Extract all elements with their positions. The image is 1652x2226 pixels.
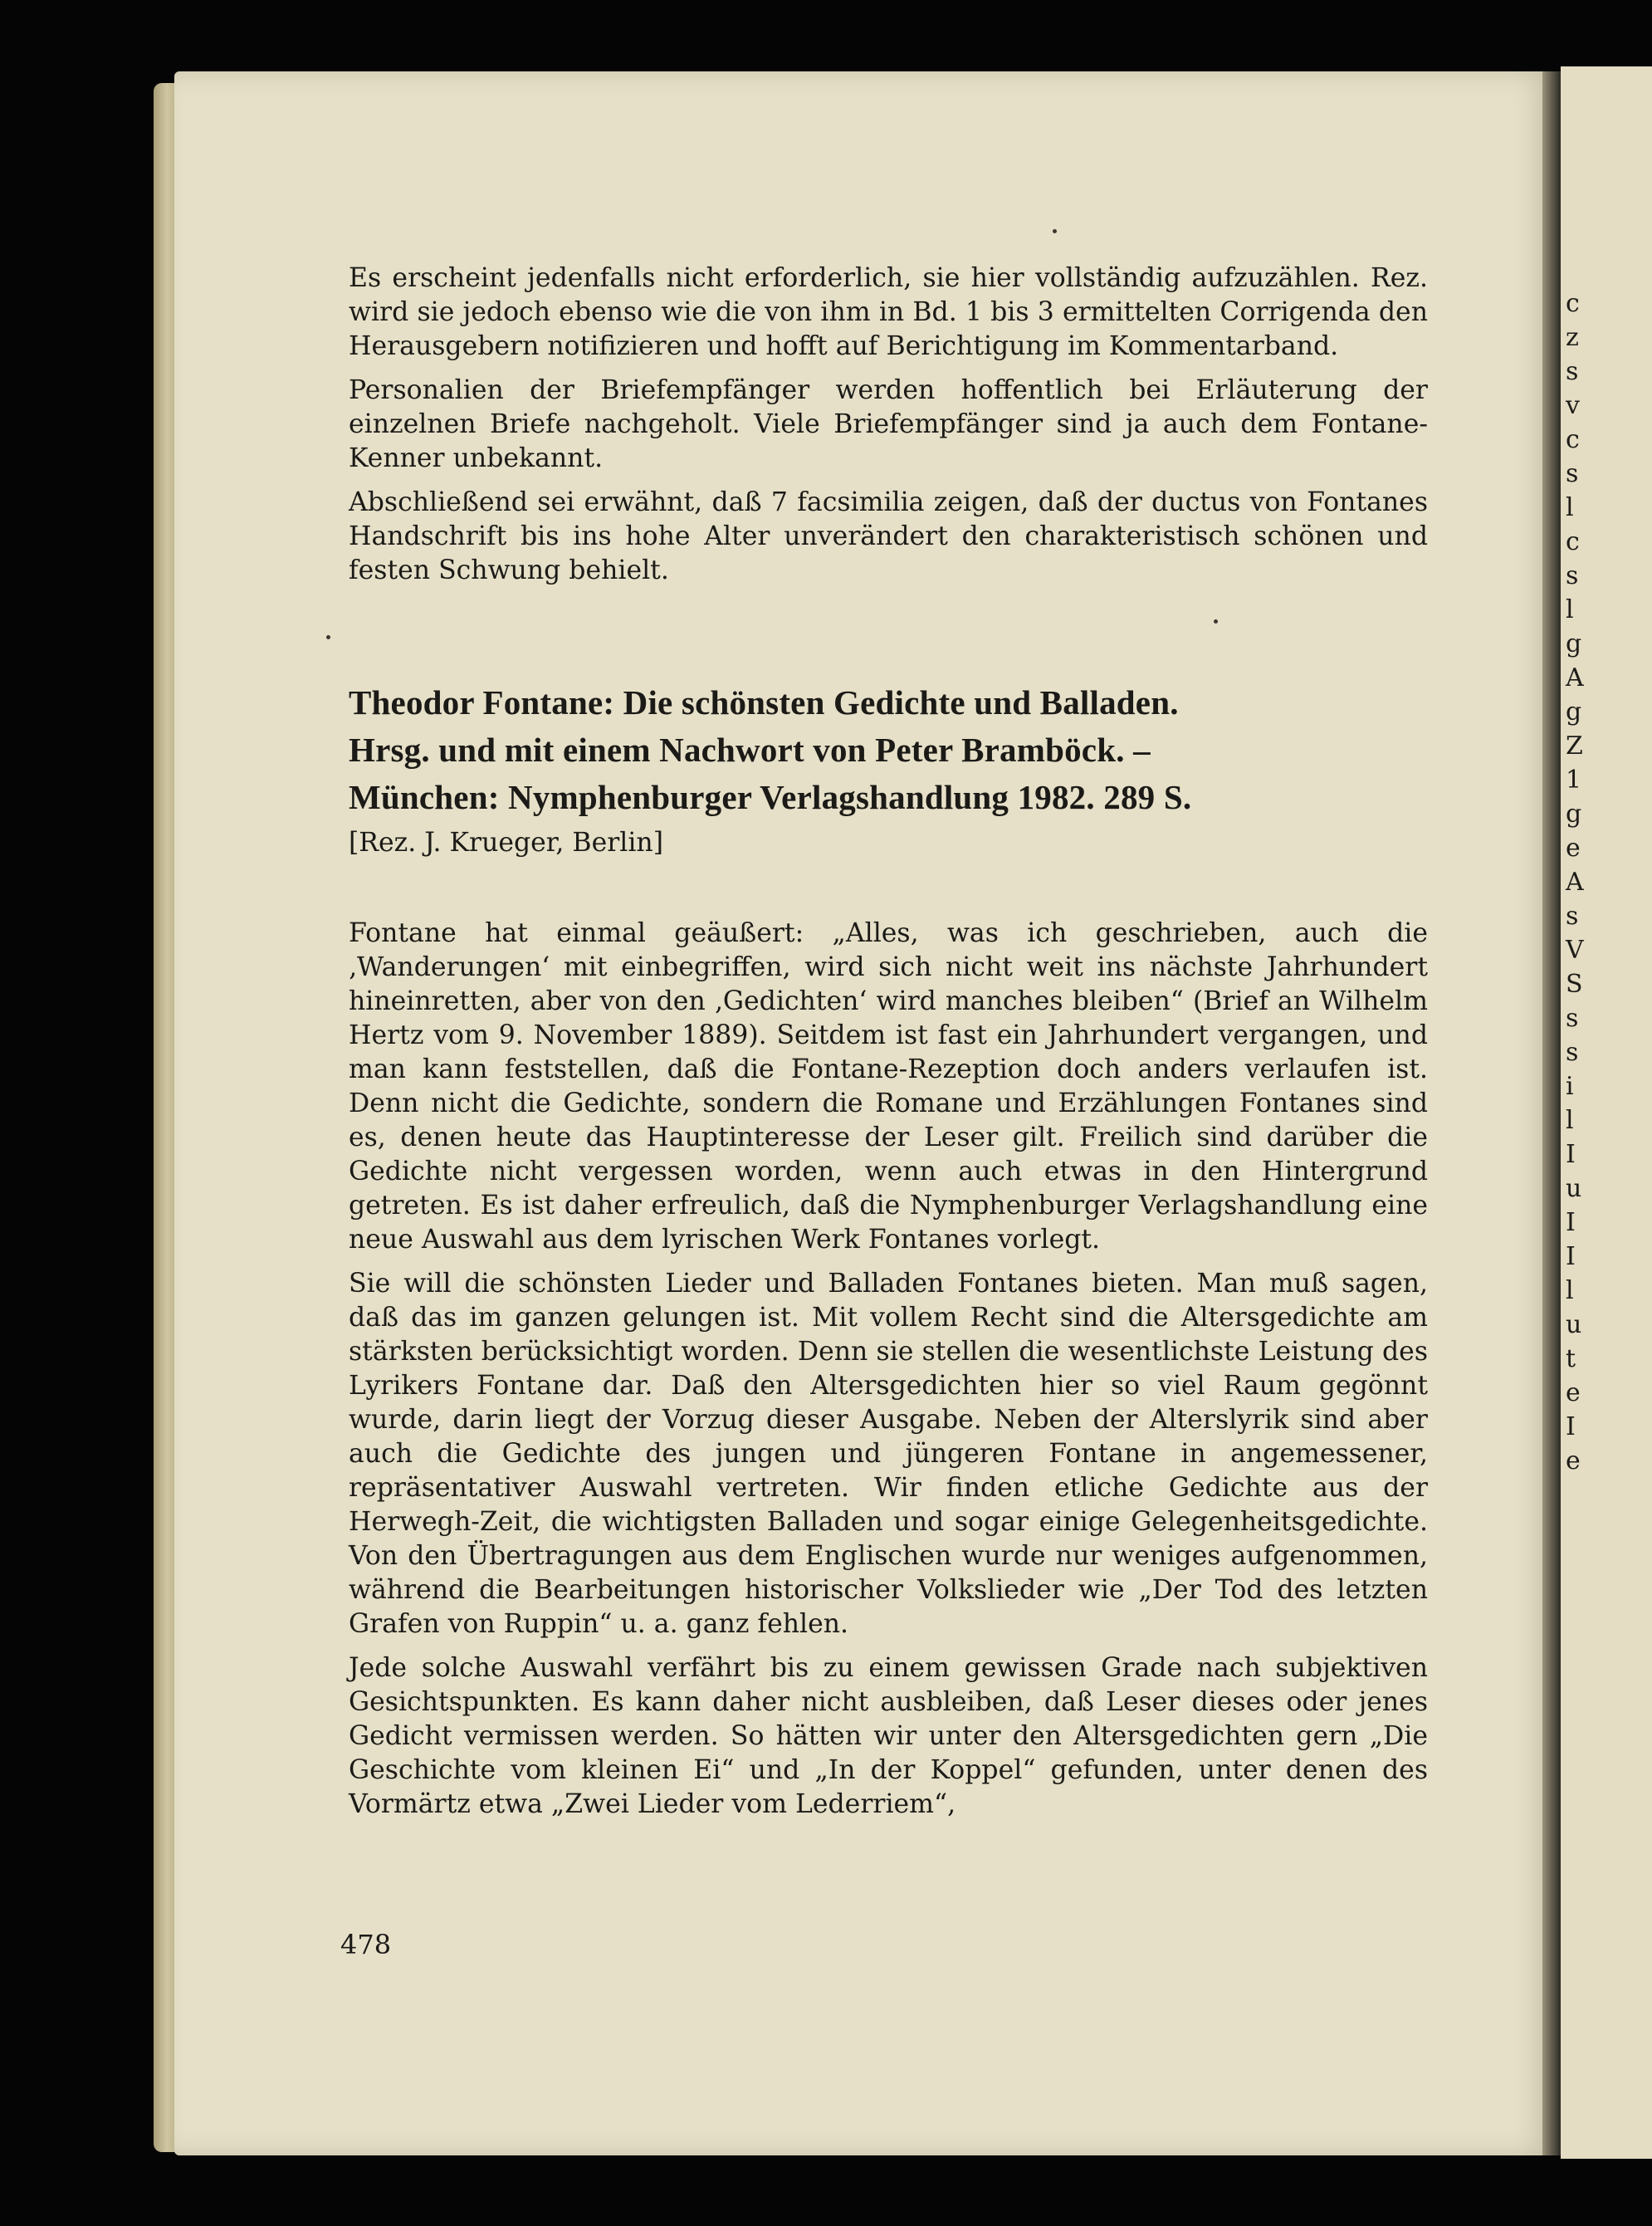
facing-page-letter: l [1566, 1276, 1574, 1305]
facing-page-letter: c [1566, 425, 1580, 454]
intro-paragraph-3: Abschließend sei erwähnt, daß 7 facsimilia zeigen, daß der ductus von Fontanes Handschrift bis ins hohe Alter unverändert den charakteristisch schönen und festen Schwung behielt. [349, 487, 1428, 585]
facing-page-letter: g [1566, 800, 1582, 829]
facing-page-letter: s [1566, 1038, 1579, 1067]
facing-page-letter: e [1566, 1378, 1581, 1407]
facing-page-letter: I [1566, 1140, 1576, 1169]
review-paragraph-1: Fontane hat einmal geäußert: „Alles, was ich geschrieben, auch die ‚Wanderungen‘ mit einbegriffen, wird sich nicht weit ins nächste Jahrhundert hineinretten, aber von den ‚Gedichten‘ wird manches bleiben“ (Brief an Wilhelm Hertz vom 9. November 1889). Seitdem ist fast ein Jahrhundert vergangen, und man kann feststellen, daß die Fontane-Rezeption doch anders verlaufen ist. Denn nicht die Gedichte, sondern die Romane und Erzählungen Fontanes sind es, denen heute das Hauptinteresse der Leser gilt. Freilich sind darüber die Gedichte nicht vergessen worden, wenn auch etwas in den Hintergrund getreten. Es ist daher erfreulich, daß die Nymphenburger Verlagshandlung eine neue Auswahl aus dem lyrischen Werk Fontanes vorlegt. [349, 918, 1428, 1255]
facing-page-letter: t [1566, 1344, 1576, 1373]
facing-page-letter: u [1566, 1310, 1582, 1339]
review-paragraph-3: Jede solche Auswahl verfährt bis zu einem gewissen Grade nach subjektiven Gesichtspunkten. Es kann daher nicht ausbleiben, daß Leser dieses oder jenes Gedicht vermissen werden. So hätten wir unter den Altersgedichten gern „Die Geschichte vom kleinen Ei“ und „In der Koppel“ gefunden, unter denen des Vormärtz etwa „Zwei Lieder vom Lederriem“, [349, 1653, 1428, 1819]
facing-page-letter: I [1566, 1412, 1576, 1441]
facing-page-letter: I [1566, 1208, 1576, 1237]
facing-page-letter: i [1566, 1072, 1574, 1101]
facing-page-letter: v [1566, 391, 1580, 420]
facing-page-letter: s [1566, 459, 1579, 488]
facing-page-letter: l [1566, 493, 1574, 522]
facing-page [1561, 66, 1652, 2159]
facing-page-letter: I [1566, 1242, 1576, 1271]
intro-paragraph-1: Es erscheint jedenfalls nicht erforderlich, sie hier vollständig aufzuzählen. Rez. wird sie jedoch ebenso wie die von ihm in Bd. 1 bis 3 ermittelten Corrigenda den Herausgebern notifizieren und hofft auf Berichtigung im Kommentarband. [349, 263, 1428, 361]
facing-page-letter: u [1566, 1174, 1582, 1203]
facing-page-letter: s [1566, 561, 1579, 590]
facing-page-letter: Z [1566, 731, 1583, 761]
facing-page-letter: l [1566, 595, 1574, 624]
facing-page-letter: c [1566, 289, 1580, 318]
facing-page-letter: s [1566, 902, 1579, 931]
review-heading-line: Theodor Fontane: Die schönsten Gedichte und Balladen. [349, 683, 1179, 722]
facing-page-letter: c [1566, 527, 1580, 556]
book-gutter [1542, 71, 1561, 2155]
paper-speck [326, 635, 330, 639]
page-content [349, 262, 1428, 1832]
facing-page-letter: z [1566, 323, 1579, 352]
facing-page-letter: A [1566, 663, 1584, 692]
reviewer-credit: [Rez. J. Krueger, Berlin] [349, 828, 663, 858]
facing-page-letter: A [1566, 868, 1584, 897]
facing-page-letter: l [1566, 1106, 1574, 1135]
facing-page-letter: g [1566, 697, 1582, 727]
review-heading [349, 679, 1428, 821]
review-heading-line: Hrsg. und mit einem Nachwort von Peter Bramböck. – [349, 731, 1151, 769]
facing-page-text-edge [1566, 286, 1649, 1478]
facing-page-letter: S [1566, 970, 1583, 999]
facing-page-letter: V [1566, 936, 1584, 965]
facing-page-letter: e [1566, 834, 1581, 863]
intro-paragraph-2: Personalien der Briefempfänger werden hoffentlich bei Erläuterung der einzelnen Briefe nachgeholt. Viele Briefempfänger sind ja auch dem Fontane-Kenner unbekannt. [349, 375, 1428, 473]
facing-page-letter: s [1566, 1004, 1579, 1033]
facing-page-letter: 1 [1566, 766, 1582, 795]
page-number: 478 [340, 1929, 392, 1960]
facing-page-letter: s [1566, 357, 1579, 386]
paper-speck [1053, 229, 1057, 233]
facing-page-letter: g [1566, 629, 1582, 658]
review-paragraph-2: Sie will die schönsten Lieder und Balladen Fontanes bieten. Man muß sagen, daß das im ganzen gelungen ist. Mit vollem Recht sind die Altersgedichte am stärksten berücksichtigt worden. Denn sie stellen die wesentlichste Leistung des Lyrikers Fontane dar. Daß den Altersgedichten hier so viel Raum gegönnt wurde, darin liegt der Vorzug dieser Ausgabe. Neben der Alterslyrik sind aber auch die Gedichte des jungen und jüngeren Fontane in angemessener, repräsentativer Auswahl vertreten. Wir finden etliche Gedichte aus der Herwegh-Zeit, die wichtigsten Balladen und sogar einige Gelegenheitsgedichte. Von den Übertragungen aus dem Englischen wurde nur weniges aufgenommen, während die Bearbeitungen historischer Volkslieder wie „Der Tod des letzten Grafen von Ruppin“ u. a. ganz fehlen. [349, 1269, 1428, 1639]
facing-page-letter: e [1566, 1446, 1581, 1475]
review-heading-line: München: Nymphenburger Verlagshandlung 1982. 289 S. [349, 778, 1192, 816]
